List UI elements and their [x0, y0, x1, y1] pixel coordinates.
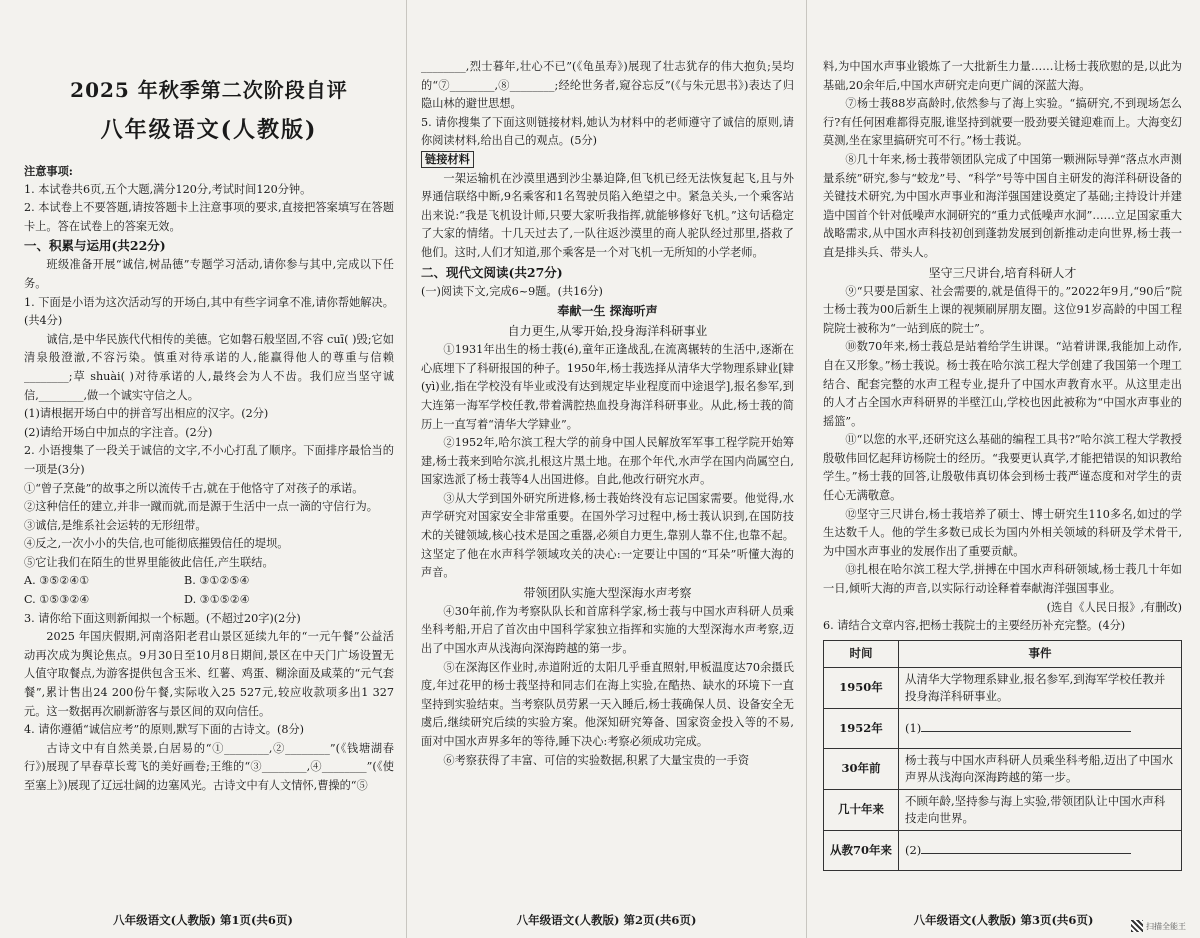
article-paragraph-6-continued: 料,为中国水声事业锻炼了一大批新生力量……让杨士莪欣慰的是,以此为基础,20余年后,中国水声研究走向更广阔的深蓝大海。 — [823, 60, 1182, 92]
section-1-intro: 班级准备开展“诚信,树品德”专题学习活动,请你参与其中,完成以下任务。 — [24, 258, 394, 290]
answer-1-blank[interactable] — [921, 720, 1131, 732]
article-paragraph-8: ⑧几十年来,杨士莪带领团队完成了中国第一颗洲际导弹“落点水声测量系统”研究,参与“蛟龙”号、“科学”号等中国自主研发的海洋科研设备的关键技术研究,为中国水声事业和海洋强国建设奠定了基础;主持设计并建造中国首个针对低噪声水洞研究的“重力式低噪声水洞”……立足国家重大战略需求,从中国水声科技初创到蓬勃发展到创新推动走向世界,杨士莪一直是排头兵、带头人。 — [823, 152, 1182, 259]
section-1-heading: 一、积累与运用(共22分) — [24, 238, 166, 254]
article-paragraph-4: ④30年前,作为考察队队长和首席科学家,杨士莪与中国水声科研人员乘坐科考船,开启了首次由中国科学家独立指挥和实施的大型深海水声考察,迈出了中国水声从浅海向深海跨越的第一步。 — [421, 604, 794, 656]
article-paragraph-3: ③从大学到国外研究所进修,杨士莪始终没有忘记国家需要。他觉得,水声学研究对国家安全非常重要。在国外学习过程中,杨士莪认识到,在国防技术的关键领域,核心技术是国之重器,必须自力更生,靠别人靠不住,也靠不起。这坚定了他在水声科学领域攻关的决心:一定要让中国的“耳朵”听懂大海的声音。 — [421, 491, 794, 580]
article-paragraph-12: ⑫坚守三尺讲台,杨士莪培养了硕士、博士研究生110多名,如过的学生达数千人。他的学生多数已成长为国内外相关领域的科研及学术骨干,为中国水声事业的发展作出了重要贡献。 — [823, 507, 1182, 558]
question-2-item-1: ①“曾子烹彘”的故事之所以流传千古,就在于他恪守了对孩子的承诺。 — [24, 481, 364, 495]
article-paragraph-5: ⑤在深海区作业时,赤道附近的太阳几乎垂直照射,甲板温度达70余摄氏度,年过花甲的杨士莪坚持和同志们在海上实验,在酷热、缺水的环境下一直坚持到实验结束。当考察队员劳累一天入睡后,杨士莪确保人员、设备安全无虞后,继续研究后续的实验方案。他深知研究筹备、国家资金投入等的不易,面对中国水声界多年的等待,睡下决心:考察必须成功完成。 — [421, 660, 794, 748]
question-4-continued: ________,烈士暮年,壮心不已”(《龟虽寿》)展现了壮志犹存的伟大抱负;吴均的“⑦________,⑧________;经纶世务者,窥谷忘反”(《与朱元思书》)表达了归隐山林的避世思想。 — [421, 60, 794, 111]
link-material-label: 链接材料 — [421, 151, 474, 168]
link-material-label-row — [421, 151, 794, 170]
option-c: C. ①⑤③②④ — [24, 593, 90, 607]
question-1: 1. 下面是小语为这次活动写的开场白,其中有些字词拿不准,请你帮她解决。(共4分) — [24, 295, 394, 328]
table-cell-event: 杨士莪与中国水声科研人员乘坐科考船,迈出了中国水声界从浅海向深海跨越的第一步。 — [899, 748, 1182, 789]
table-row — [824, 789, 1182, 830]
article-paragraph-6: ⑥考察获得了丰富、可信的实验数据,积累了大量宝贵的一手资 — [443, 753, 750, 767]
scanner-label: 扫描全能王 — [1146, 921, 1186, 931]
table-row — [824, 830, 1182, 870]
option-a: A. ③⑤②④① — [24, 574, 90, 588]
notes-heading: 注意事项: — [24, 164, 73, 178]
page-2-column — [406, 0, 806, 938]
table-header-time: 时间 — [824, 640, 899, 667]
link-material-text: 一架运输机在沙漠里遇到沙尘暴迫降,但飞机已经无法恢复起飞,且与外界通信联络中断,9名乘客和1名驾驶员陷入绝望之中。紧急关头,一个乘客站出来说:“我是飞机设计师,只要大家听我指挥,就能够修好飞机。”这句话稳定了大家的情绪。十几天过去了,一队往返沙漠里的商人驼队经过那里,搭救了他们。这时,人们才知道,那个乘客是一个对飞机一无所知的小学老师。 — [421, 171, 794, 259]
article-subheading-3: 坚守三尺讲台,培育科研人才 — [928, 265, 1077, 280]
article-paragraph-2: ②1952年,哈尔滨工程大学的前身中国人民解放军军事工程学院开始筹建,杨士莪来到哈尔滨,扎根这片黑土地。在那个年代,水声学在国内尚属空白,国家选派了杨士莪等4人出国进修。自此,他改行研究水声。 — [421, 436, 794, 487]
table-cell-time: 30年前 — [824, 748, 899, 789]
section-2a-heading: (一)阅读下文,完成6~9题。(共16分) — [421, 284, 603, 298]
experience-table — [823, 640, 1182, 871]
table-header-row — [824, 640, 1182, 667]
page-2-footer: 八年级语文(人教版) 第2页(共6页) — [516, 913, 697, 927]
option-b: B. ③①②⑤④ — [184, 574, 250, 588]
article-title: 奉献一生 探海听声 — [557, 304, 658, 319]
answer-2-number: (2) — [905, 842, 922, 857]
question-1-2: (2)请给开场白中加点的字注音。(2分) — [24, 425, 213, 439]
question-2-item-5: ⑤它让我们在陌生的世界里能彼此信任,产生联结。 — [24, 555, 274, 569]
page-3-column — [806, 0, 1200, 938]
answer-1-number: (1) — [905, 720, 922, 735]
article-paragraph-1: ①1931年出生的杨士莪(é),童年正逢战乱,在流离辗转的生活中,逐渐在心底埋下了科研报国的种子。1950年,杨士莪选择从清华大学物理系肄业[肄(yì)业,指在学校没有毕业或没有达到规定毕业程度而中途退学],报名参军,到大连第一海军学校任教,带着满腔热血投身海洋科研事业。从此,杨士莪的简历上一直写着“清华大学肄业”。 — [421, 343, 794, 431]
table-cell-time: 1950年 — [824, 667, 899, 708]
exam-title: 2025 年秋季第二次阶段自评 — [70, 78, 348, 102]
question-6: 6. 请结合文章内容,把杨士莪院士的主要经历补充完整。(4分) — [823, 619, 1126, 633]
question-2-item-3: ③诚信,是维系社会运转的无形纽带。 — [24, 518, 207, 532]
table-header-event: 事件 — [899, 640, 1182, 667]
table-cell-answer-2[interactable] — [899, 830, 1182, 870]
article-paragraph-7: ⑦杨士莪88岁高龄时,依然参与了海上实验。“搞研究,不到现场怎么行?有任何困难都得克服,谁坚持到就要一股劲要关键迎难而上。大海变幻莫测,坐在家里搞研究可不行。”杨士莪说。 — [823, 97, 1182, 148]
question-2-item-4: ④反之,一次小小的失信,也可能彻底摧毁信任的堤坝。 — [24, 537, 289, 551]
question-2-options-ab — [24, 572, 394, 591]
table-cell-time: 1952年 — [824, 708, 899, 748]
note-2: 2. 本试卷上不要答题,请按答题卡上注意事项的要求,直接把答案填写在答题卡上。答在试卷上的答案无效。 — [24, 201, 394, 233]
note-1: 1. 本试卷共6页,五个大题,满分120分,考试时间120分钟。 — [24, 182, 312, 196]
table-cell-event: 不顾年龄,坚持参与海上实验,带领团队让中国水声科技走向世界。 — [899, 789, 1182, 830]
article-source: (选自《人民日报》,有删改) — [1046, 600, 1182, 614]
qr-icon — [1131, 920, 1143, 932]
table-cell-event: 从清华大学物理系肄业,报名参军,到海军学校任教并投身海洋科研事业。 — [899, 667, 1182, 708]
question-4-text: 古诗文中有自然美景,白居易的“①________,②________”(《钱塘湖春行》)展现了早春草长莺飞的美好画卷;王维的“③________,④________”(《使至塞上》)展现了辽远壮阔的边塞风光。古诗文中有人文情怀,曹操的“⑤ — [24, 741, 394, 792]
question-1-text: 诚信,是中华民族代代相传的美德。它如磐石般坚固,不容 cuī( )毁;它如清泉般澄澈,不容污染。慎重对待承诺的人,能赢得他人的尊重与信赖________;草 shuài( )对待承诺的人,最终会为人不齿。我们应当坚守诚信,________,做一个诚实守信之人。 — [24, 332, 394, 402]
question-2-options-cd — [24, 591, 394, 610]
table-cell-answer-1[interactable] — [899, 708, 1182, 748]
article-paragraph-13: ⑬扎根在哈尔滨工程大学,拼搏在中国水声科研领域,杨士莪几十年如一日,倾听大海的声音,以实际行动诠释着奉献海洋强国事业。 — [823, 563, 1182, 596]
article-subheading-2: 带领团队实施大型深海水声考察 — [523, 585, 692, 600]
table-row — [824, 748, 1182, 789]
table-cell-time: 从教70年来 — [824, 830, 899, 870]
page-1-footer: 八年级语文(人教版) 第1页(共6页) — [113, 913, 293, 927]
article-subheading-1: 自力更生,从零开始,投身海洋科研事业 — [507, 324, 708, 339]
table-row — [824, 708, 1182, 748]
scanner-watermark — [1131, 920, 1186, 932]
section-2-heading: 二、现代文阅读(共27分) — [421, 264, 563, 280]
article-paragraph-9: ⑨“只要是国家、社会需要的,就是值得干的。”2022年9月,“90后”院士杨士莪为00后新生上课的视频刷屏朋友圈。这位91岁高龄的中国工程院院士被称为“一站到底的院士”。 — [823, 284, 1182, 335]
page-3-footer: 八年级语文(人教版) 第3页(共6页) — [913, 913, 1094, 927]
article-paragraph-10: ⑩数70年来,杨士莪总是站着给学生讲课。“站着讲课,我能加上动作,自在又形象。”杨士莪说。杨士莪在哈尔滨工程大学创建了我国第一个理工结合、配套完整的水声工程专业,提升了中国水声教育水平。从这里走出的人才占全国水声科研界的半壁江山,学校也因此被称为“中国水声事业的摇篮”。 — [823, 340, 1182, 428]
question-2-item-2: ②这种信任的建立,并非一蹴而就,而是源于生活中一点一滴的守信行为。 — [24, 500, 378, 514]
option-d: D. ③①⑤②④ — [184, 593, 250, 607]
page-1-column — [0, 0, 406, 938]
answer-2-blank[interactable] — [921, 842, 1131, 854]
question-1-1: (1)请根据开场白中的拼音写出相应的汉字。(2分) — [24, 407, 269, 421]
question-3: 3. 请你给下面这则新闻拟一个标题。(不超过20字)(2分) — [24, 611, 301, 625]
question-4: 4. 请你遵循“诚信应考”的原则,默写下面的古诗文。(8分) — [24, 723, 305, 737]
question-2: 2. 小语搜集了一段关于诚信的文字,不小心打乱了顺序。下面排序最恰当的一项是(3分) — [24, 444, 394, 476]
question-3-text: 2025 年国庆假期,河南洛阳老君山景区延续九年的“一元午餐”公益活动再次成为舆论焦点。9月30日至10月8日期间,景区在中天门广场设置无人值守取餐点,为游客提供包含玉米、红薯、鸡蛋、糊涂面及咸菜的“元气套餐”,累计售出24 200份午餐,实际收入25 527元,较应收款项多出1 327元。这一数据再次刷新游客与景区间的双向信任。 — [24, 630, 394, 718]
table-cell-time: 几十年来 — [824, 789, 899, 830]
article-paragraph-11: ⑪“以您的水平,还研究这么基础的编程工具书?”哈尔滨工程大学教授殷敬伟回忆起拜访杨院士的经历。“我要更认真学,才能把错误的知识教给学生。”杨士莪的回答,让殷敬伟真切体会到杨士莪严谨态度和对学生的责任心无满敬意。 — [823, 433, 1182, 503]
question-5: 5. 请你搜集了下面这则链接材料,她认为材料中的老师遵守了诚信的原则,请你阅读材料,给出自己的观点。(5分) — [421, 115, 794, 148]
table-row — [824, 667, 1182, 708]
exam-subtitle: 八年级语文(人教版) — [100, 117, 318, 143]
